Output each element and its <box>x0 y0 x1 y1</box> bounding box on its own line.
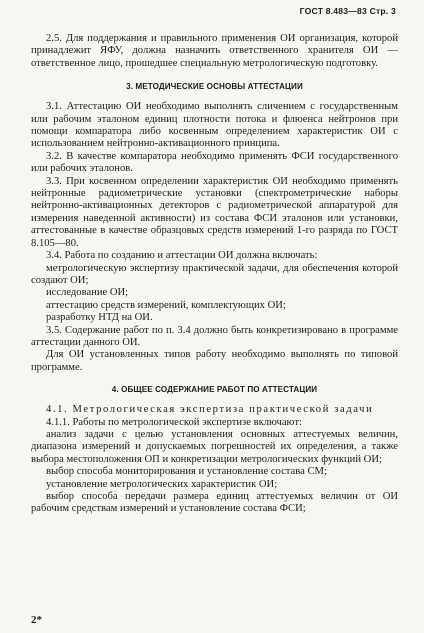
paragraph-3-3: 3.3. При косвенном определении характеристик ОИ необходимо применять нейтронные радиометрические установки (спектрометрические наборы нейтронно-активационных детекторов с радиометрической аппаратурой для измерения наведенной активности) из состава ФСИ эталонов или установки, аттестованные в качестве образцовых средств измерений 1-го разряда по ГОСТ 8.105—80. <box>31 175 398 249</box>
section-3-heading: 3. МЕТОДИЧЕСКИЕ ОСНОВЫ АТТЕСТАЦИИ <box>126 82 303 92</box>
list-item: метрологическую экспертизу практической задачи, для обеспечения которой создают ОИ; <box>31 262 398 286</box>
paragraph-3-4: 3.4. Работа по созданию и аттестации ОИ должна включать: <box>46 250 318 262</box>
list-item: аттестацию средств измерений, комплектующих ОИ; <box>46 299 286 311</box>
text-column <box>31 33 398 516</box>
list-item: анализ задачи с целью установления основных аттестуемых величин, диапазона измерений и допускаемых погрешностей их определения, а также выбора местоположения ОП и конкретизации метрологических функций ОИ; <box>31 428 398 465</box>
page-signature: 2* <box>31 614 42 626</box>
page-header: ГОСТ 8.483—83 Стр. 3 <box>299 6 396 16</box>
paragraph-4-1-1: 4.1.1. Работы по метрологической экспертизе включают: <box>46 416 302 428</box>
paragraph-3-5: 3.5. Содержание работ по п. 3.4 должно быть конкретизировано в программе аттестации данного ОИ. <box>31 324 398 348</box>
paragraph-2-5: 2.5. Для поддержания и правильного применения ОИ организация, которой принадлежит ЯФУ, должна назначить ответственного хранителя ОИ — ответственное лицо, прошедшее специальную метрологическую подготовку. <box>31 33 398 69</box>
paragraph-other-types: Для ОИ установленных типов работу необходимо выполнять по типовой программе. <box>31 349 398 373</box>
list-item: выбор способа мониторирования и установление состава СМ; <box>46 466 327 478</box>
section-4-heading: 4. ОБЩЕЕ СОДЕРЖАНИЕ РАБОТ ПО АТТЕСТАЦИИ <box>111 385 318 395</box>
paragraph-4-1: 4.1. Метрологическая экспертиза практической задачи <box>46 404 374 416</box>
list-item: разработку НТД на ОИ. <box>46 312 153 324</box>
list-item: установление метрологических характеристик ОИ; <box>46 478 278 490</box>
list-item: выбор способа передачи размера единиц аттестуемых величин от ОИ рабочим средствам измерений и установление состава ФСИ; <box>31 491 398 515</box>
paragraph-3-2: 3.2. В качестве компаратора необходимо применять ФСИ государственного или рабочих эталонов. <box>31 150 398 175</box>
paragraph-3-1: 3.1. Аттестацию ОИ необходимо выполнять сличением с государственным или рабочим эталоном единиц плотности потока и флюенса нейтронов при помощи компаратора либо косвенным определением характеристик ОИ с использованием нейтронно-активационного принципа. <box>31 101 398 150</box>
list-item: исследование ОИ; <box>46 287 129 299</box>
